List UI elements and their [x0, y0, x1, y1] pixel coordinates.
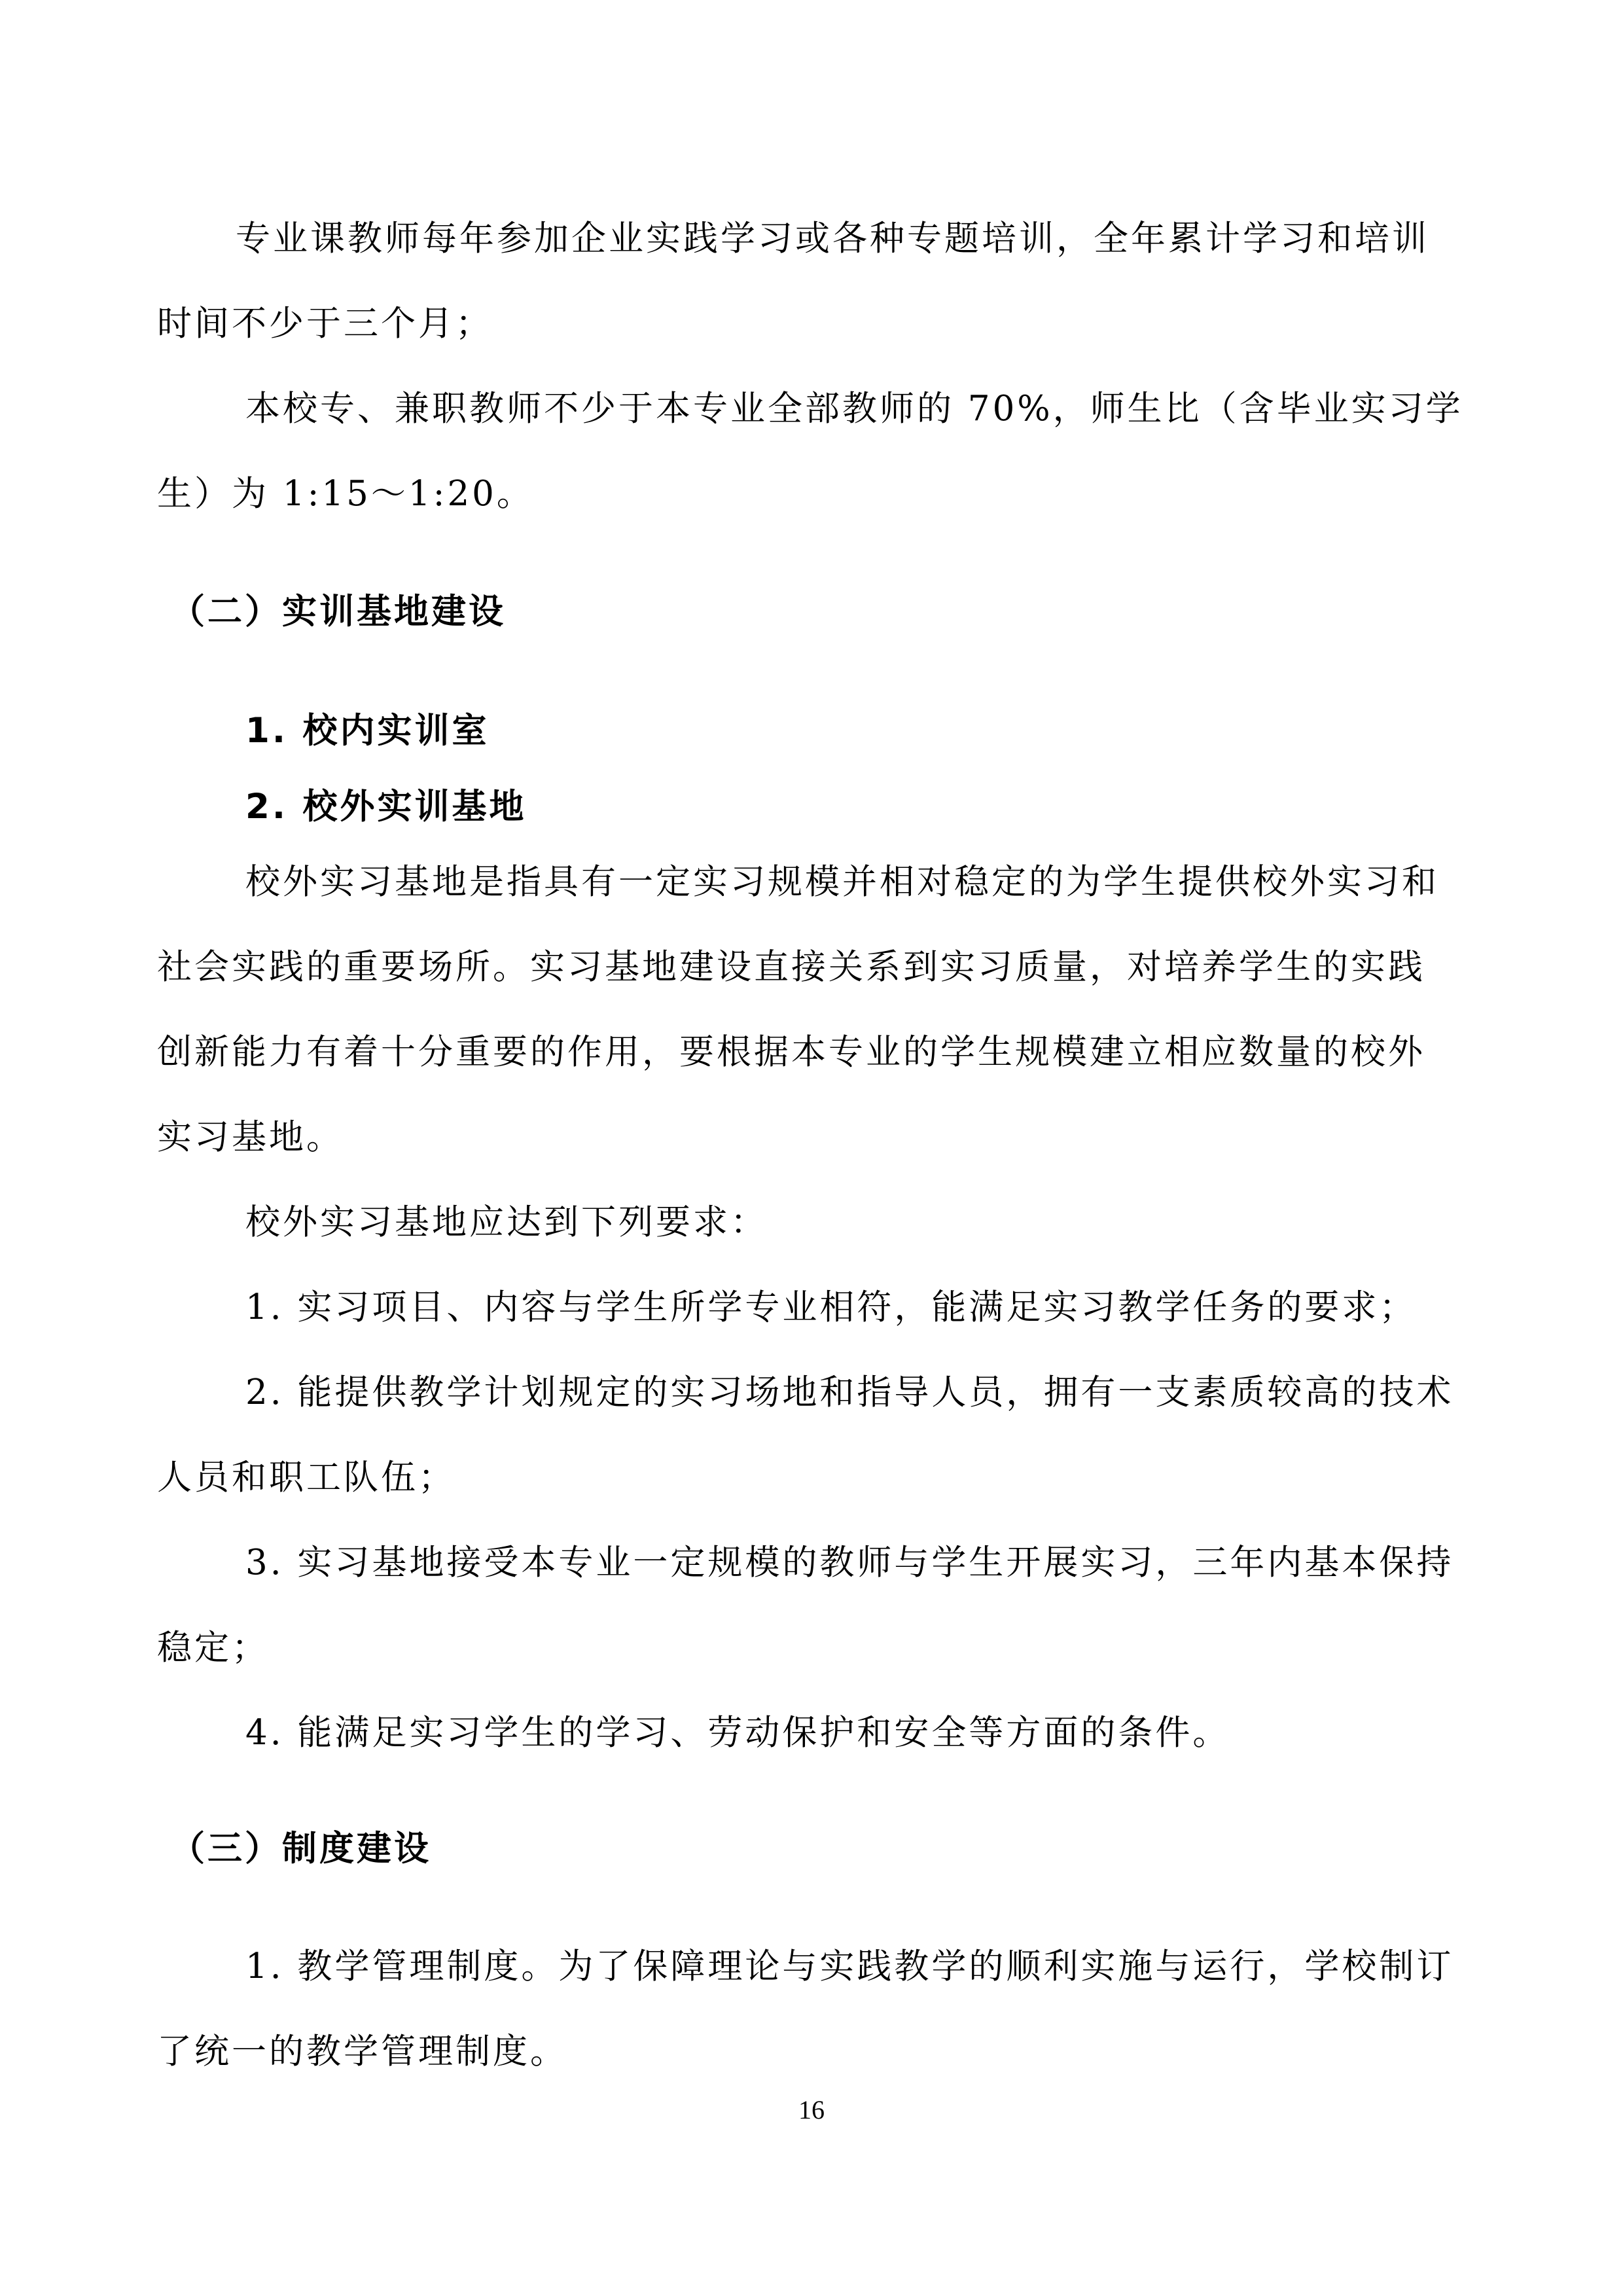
text-line: 校外实习基地应达到下列要求： — [245, 1202, 768, 1242]
page-number: 16 — [798, 2095, 825, 2125]
text-line: 了统一的教学管理制度。 — [157, 2032, 567, 2072]
text-line: 2. 能提供教学计划规定的实习场地和指导人员，拥有一支素质较高的技术 — [245, 1372, 1454, 1412]
subsection-heading: 2. 校外实训基地 — [245, 787, 527, 827]
text-line: 1. 实习项目、内容与学生所学专业相符，能满足实习教学任务的要求； — [245, 1287, 1417, 1327]
text-line: 实习基地。 — [157, 1117, 344, 1157]
text-line: 专业课教师每年参加企业实践学习或各种专题培训，全年累计学习和培训 — [236, 219, 1429, 259]
text-line: 创新能力有着十分重要的作用，要根据本专业的学生规模建立相应数量的校外 — [157, 1032, 1425, 1072]
text-line: 社会实践的重要场所。实习基地建设直接关系到实习质量，对培养学生的实践 — [157, 947, 1425, 987]
text-line: 稳定； — [157, 1628, 269, 1668]
text-line: 本校专、兼职教师不少于本专业全部教师的 70%，师生比（含毕业实习学 — [245, 389, 1463, 429]
text-line: 1. 教学管理制度。为了保障理论与实践教学的顺利实施与运行，学校制订 — [245, 1946, 1454, 1986]
section-heading: （二）实训基地建设 — [170, 592, 506, 632]
text-line: 人员和职工队伍； — [157, 1458, 455, 1498]
text-line: 3. 实习基地接受本专业一定规模的教师与学生开展实习，三年内基本保持 — [245, 1543, 1454, 1583]
text-line: 校外实习基地是指具有一定实习规模并相对稳定的为学生提供校外实习和 — [245, 862, 1439, 902]
text-line: 时间不少于三个月； — [157, 304, 493, 344]
text-line: 4. 能满足实习学生的学习、劳动保护和安全等方面的条件。 — [245, 1713, 1230, 1753]
subsection-heading: 1. 校内实训室 — [245, 711, 490, 751]
section-heading: （三）制度建设 — [170, 1829, 431, 1869]
text-line: 生）为 1:15～1:20。 — [157, 474, 534, 514]
